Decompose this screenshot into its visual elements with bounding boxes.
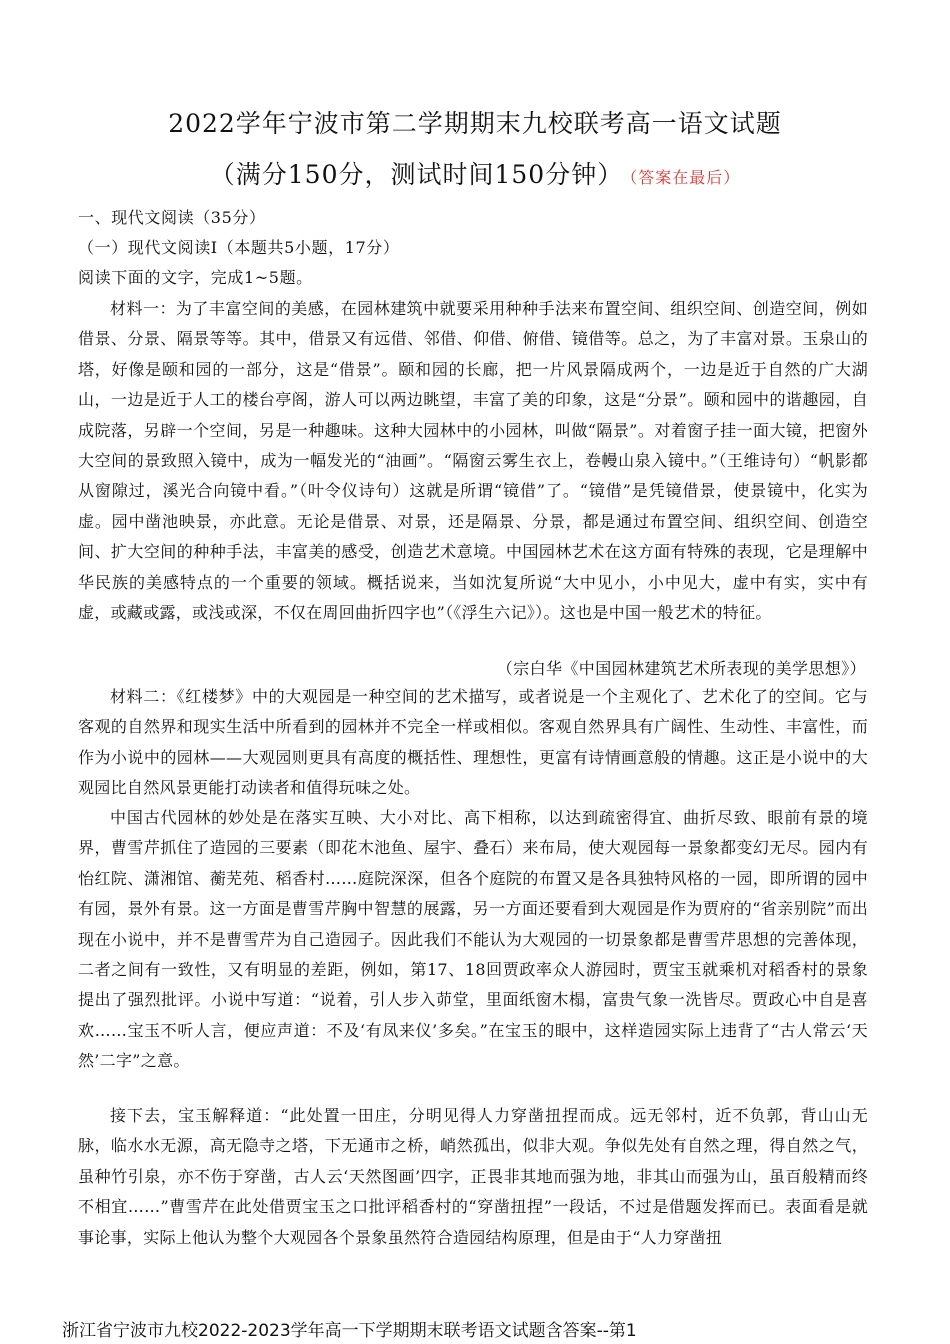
instruction: 阅读下面的文字，完成1~5题。 bbox=[78, 268, 313, 287]
material-one: 材料一：为了丰富空间的美感，在园林建筑中就要采用种种手法来布置空间、组织空间、创造空间，例如借景、分景、隔景等等。其中，借景又有远借、邻借、仰借、俯借、镜借等。总之，为了丰富对景。玉泉山的塔，好像是颐和园的一部分，这是“借景”。颐和园的长廊，把一片风景隔成两个，一边是近于自然的广大湖山，一边是近于人工的楼台亭阁，游人可以两边眺望，丰富了美的印象，这是“分景”。颐和园中的谐趣园，自成院落，另辟一个空间，另是一种趣味。这种大园林中的小园林，叫做“隔景”。对着窗子挂一面大镜，把窗外大空间的景致照入镜中，成为一幅发光的“油画”。“隔窗云雾生衣上，卷幔山泉入镜中。”（王维诗句）“帆影都从窗隙过，溪光合向镜中看。”（叶令仪诗句）这就是所谓“镜借”了。“镜借”是凭镜借景，使景镜中，化实为虚。园中凿池映景，亦此意。无论是借景、对景，还是隔景、分景，都是通过布置空间、组织空间、创造空间、扩大空间的种种手法，丰富美的感受，创造艺术意境。中国园林艺术在这方面有特殊的表现，它是理解中华民族的美感特点的一个重要的领域。概括说来，当如沈复所说“大中见小，小中见大，虚中有实，实中有虚，或藏或露，或浅或深，不仅在周回曲折四字也”（《浮生六记》）。这也是中国一般艺术的特征。 bbox=[78, 299, 868, 623]
page-footer: 浙江省宁波市九校2022-2023学年高一下学期期末联考语文试题含答案--第1 bbox=[62, 1321, 637, 1341]
material-one-source: （宗白华《中国园林建筑艺术所表现的美学思想》） bbox=[496, 659, 866, 678]
subsection-heading: （一）现代文阅读Ⅰ（本题共5小题，17分） bbox=[78, 238, 400, 257]
exam-subtitle: （满分150分，测试时间150分钟） bbox=[209, 160, 624, 189]
exam-subtitle-line bbox=[0, 155, 950, 191]
exam-title: 2022学年宁波市第二学期期末九校联考高一语文试题 bbox=[168, 109, 782, 138]
answer-note: （答案在最后） bbox=[629, 168, 741, 187]
paragraph-three: 中国古代园林的妙处是在落实互映、大小对比、高下相称，以达到疏密得宜、曲折尽致、眼前有景的境界，曹雪芹抓住了造园的三要素（即花木池鱼、屋宇、叠石）来布局，使大观园每一景象都变幻无尽。园内有怡红院、潇湘馆、蘅芜苑、稻香村……庭院深深，但各个庭院的布置又是各具独特风格的一园，即所谓的园中有园，景外有景。这一方面是曹雪芹胸中智慧的展露，另一方面还要看到大观园是作为贾府的“省亲别院”而出现在小说中，并不是曹雪芹为自己造园子。因此我们不能认为大观园的一切景象都是曹雪芹思想的完善体现，二者之间有一致性，又有明显的差距，例如，第17、18回贾政率众人游园时，贾宝玉就乘机对稻香村的景象提出了强烈批评。小说中写道：“说着，引人步入茆堂，里面纸窗木榻，富贵气象一洗皆尽。贾政心中自是喜欢……宝玉不听人言，便应声道：不及‘有凤来仪’多矣。”在宝玉的眼中，这样造园实际上违背了“古人常云‘天然’二字”之意。 bbox=[78, 808, 868, 1071]
material-two: 材料二：《红楼梦》中的大观园是一种空间的艺术描写，或者说是一个主观化了、艺术化了的空间。它与客观的自然界和现实生活中所看到的园林并不完全一样或相似。客观自然界具有广阔性、生动性、丰富性，而作为小说中的园林——大观园则更具有高度的概括性、理想性，更富有诗情画意般的情趣。这正是小说中的大观园比自然风景更能打动读者和值得玩味之处。 bbox=[78, 687, 868, 798]
section-heading: 一、现代文阅读（35分） bbox=[78, 208, 266, 227]
paragraph-four: 接下去，宝玉解释道：“此处置一田庄，分明见得人力穿凿扭捏而成。远无邻村，近不负郭，背山山无脉，临水水无源，高无隐寺之塔，下无通市之桥，峭然孤出，似非大观。争似先处有自然之理，得自然之气，虽种竹引泉，亦不伤于穿凿，古人云‘天然图画’四字，正畏非其地而强为地，非其山而强为山，虽百般精而终不相宜……”曹雪芹在此处借贾宝玉之口批评稻香村的“穿凿扭捏”一段话，不过是借题发挥而已。表面看是就事论事，实际上他认为整个大观园各个景象虽然符合造园结构原理，但是由于“人力穿凿扭 bbox=[78, 1106, 868, 1247]
